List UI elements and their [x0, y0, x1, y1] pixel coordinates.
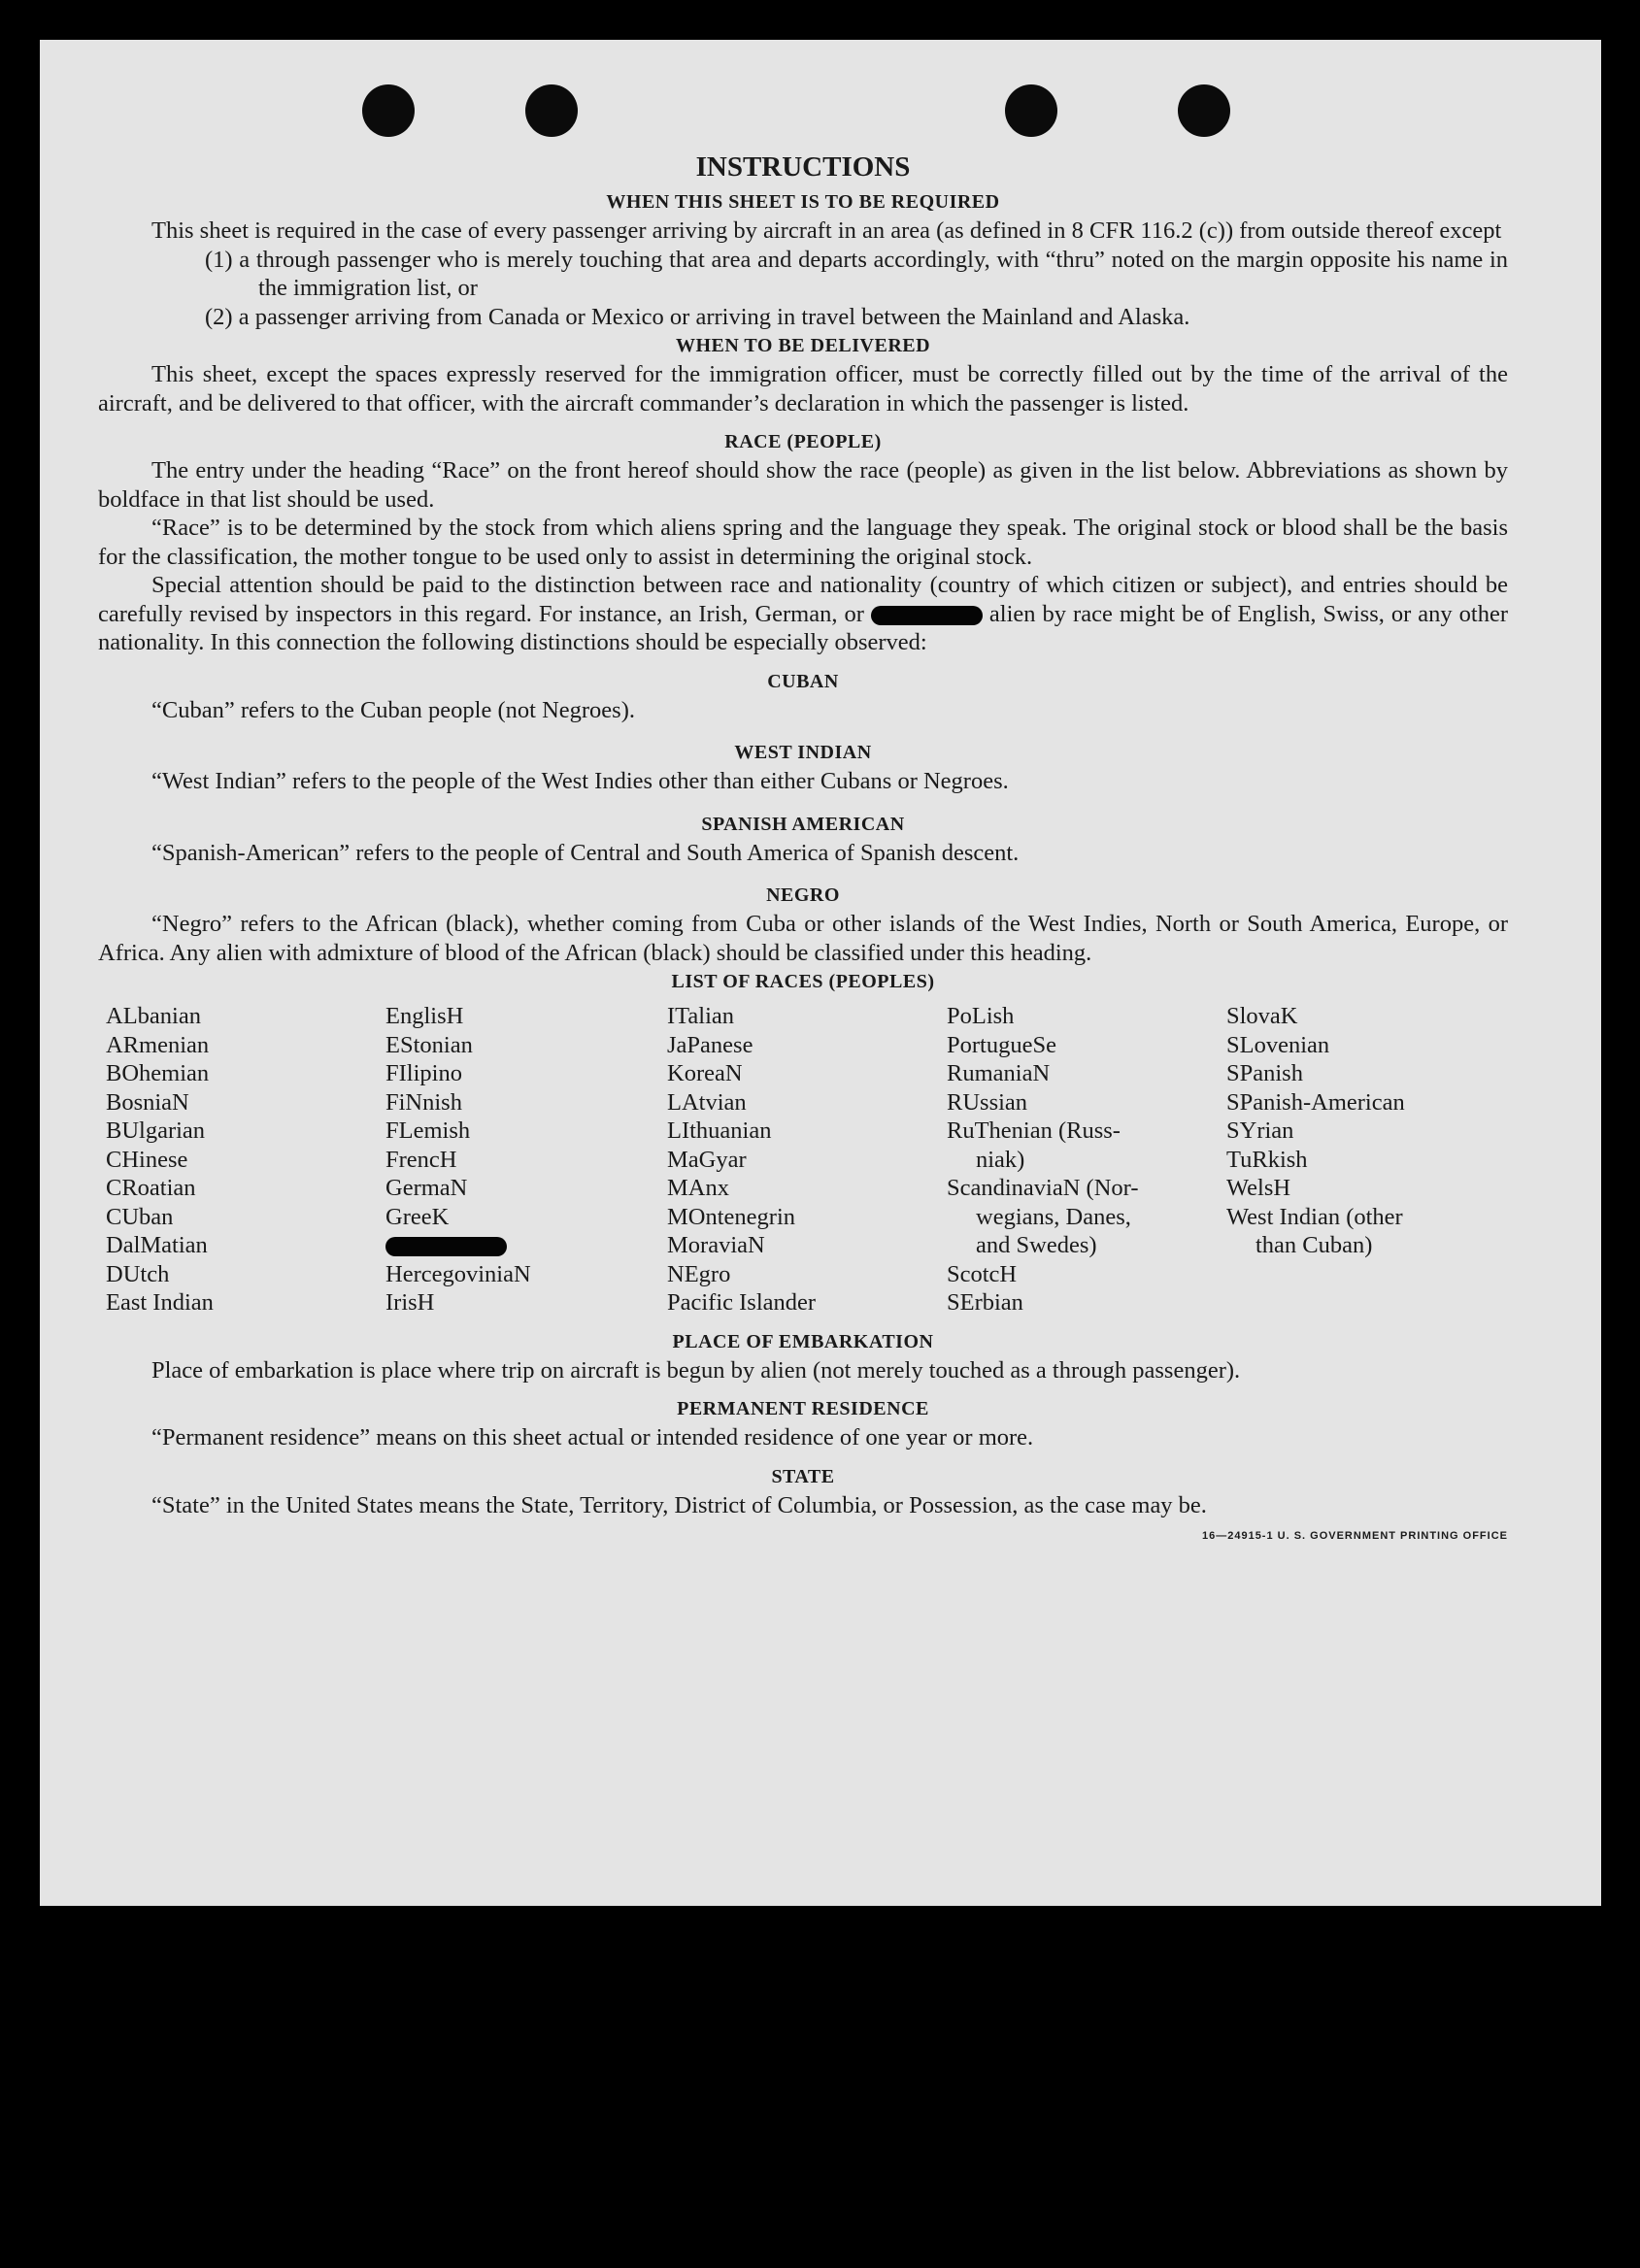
- race-item: CRoatian: [106, 1175, 196, 1201]
- race-item: MaGyar: [667, 1146, 747, 1173]
- paragraph: “State” in the United States means the State, Territory, District of Columbia, or Possession, as the case may be.: [151, 1491, 1207, 1518]
- punch-hole: [525, 84, 578, 137]
- section-heading: LIST OF RACES (PEOPLES): [671, 971, 935, 992]
- race-item: wegians, Danes,: [976, 1203, 1131, 1230]
- race-item: SPanish: [1226, 1060, 1303, 1086]
- race-item: WelsH: [1226, 1175, 1291, 1201]
- race-item: KoreaN: [667, 1060, 743, 1086]
- paragraph: “Permanent residence” means on this sheet actual or intended residence of one year or more.: [151, 1424, 1034, 1451]
- list-item: (2) a passenger arriving from Canada or Mexico or arriving in travel between the Mainland and Alaska.: [205, 303, 1190, 330]
- section-heading: PERMANENT RESIDENCE: [677, 1398, 929, 1419]
- race-item: BUlgarian: [106, 1117, 206, 1144]
- race-item: niak): [976, 1146, 1025, 1173]
- instructions-body: [98, 150, 1509, 1542]
- section-heading: NEGRO: [766, 884, 840, 906]
- race-item: EStonian: [385, 1031, 473, 1058]
- paragraph: The entry under the heading “Race” on the front hereof should show the race (people) as given in the list below. Abbreviations as shown by boldface in that list should be used.: [98, 457, 1508, 513]
- race-item: RUssian: [947, 1088, 1028, 1116]
- paragraph: “Negro” refers to the African (black), whether coming from Cuba or other islands of the West Indies, North or South America, Europe, or Africa. Any alien with admixture of blood of the African (black) should be classified under this heading.: [98, 911, 1508, 966]
- paragraph: Place of embarkation is place where trip on aircraft is begun by alien (not merely touched as a through passenger).: [151, 1356, 1241, 1384]
- paragraph: “West Indian” refers to the people of the West Indies other than either Cubans or Negroes.: [151, 768, 1009, 794]
- redaction-mark: [871, 606, 983, 625]
- race-item: ALbanian: [106, 1003, 201, 1029]
- race-item: IrisH: [385, 1289, 435, 1316]
- section-heading: STATE: [771, 1465, 835, 1487]
- section-heading: CUBAN: [767, 670, 839, 692]
- race-item: GermaN: [385, 1175, 468, 1201]
- race-item: RumaniaN: [947, 1060, 1051, 1086]
- race-item: FrencH: [385, 1146, 457, 1173]
- race-item: and Swedes): [976, 1232, 1097, 1258]
- punch-hole: [1005, 84, 1057, 137]
- race-item: CHinese: [106, 1146, 188, 1173]
- race-item: ScandinaviaN (Nor-: [947, 1175, 1139, 1201]
- redaction-mark: [385, 1237, 507, 1256]
- section-heading: WHEN THIS SHEET IS TO BE REQUIRED: [606, 191, 1000, 213]
- race-column: [667, 1002, 947, 1317]
- race-item: MAnx: [667, 1175, 729, 1201]
- punch-hole: [1178, 84, 1230, 137]
- printer-imprint: 16—24915-1 U. S. GOVERNMENT PRINTING OFFICE: [1201, 1529, 1508, 1542]
- race-item: East Indian: [106, 1289, 214, 1316]
- section-heading: WEST INDIAN: [734, 742, 872, 763]
- race-item: than Cuban): [1255, 1232, 1373, 1258]
- punch-hole: [362, 84, 415, 137]
- race-item: HercegoviniaN: [385, 1260, 531, 1287]
- paragraph-part: Special attention should be paid to the distinction between race and nationality (country of which citizen or subject), and entries should be carefully revised by inspectors in this regard. For instance, an Irish, German, or: [98, 572, 1508, 627]
- race-item: ScotcH: [947, 1260, 1018, 1287]
- race-item: DalMatian: [106, 1232, 208, 1258]
- race-item: SLovenian: [1226, 1031, 1330, 1058]
- race-item: FIlipino: [385, 1060, 462, 1086]
- race-item: NEgro: [667, 1260, 731, 1287]
- race-item: PoLish: [947, 1003, 1015, 1029]
- race-item: SYrian: [1226, 1117, 1294, 1144]
- race-item: BosniaN: [106, 1088, 189, 1116]
- race-item: LIthuanian: [667, 1117, 772, 1144]
- race-item: ARmenian: [106, 1031, 210, 1058]
- paragraph: “Cuban” refers to the Cuban people (not Negroes).: [151, 696, 635, 723]
- race-item: FiNnish: [385, 1088, 462, 1116]
- paragraph: This sheet is required in the case of every passenger arriving by aircraft in an area (as defined in 8 CFR 116.2 (c)) from outside thereof except: [151, 217, 1502, 244]
- race-item: JaPanese: [667, 1031, 753, 1058]
- page-title: INSTRUCTIONS: [695, 151, 911, 183]
- list-item: (1) a through passenger who is merely touching that area and departs accordingly, with “thru” noted on the margin opposite his name in the immigration list, or: [205, 246, 1508, 301]
- race-item: GreeK: [385, 1203, 450, 1230]
- race-column: [947, 1002, 1226, 1317]
- section-heading: PLACE OF EMBARKATION: [672, 1330, 934, 1352]
- document-page: [40, 40, 1601, 1906]
- race-item: DUtch: [106, 1260, 170, 1287]
- paragraph: This sheet, except the spaces expressly reserved for the immigration officer, must be correctly filled out by the time of the arrival of the aircraft, and be delivered to that officer, with the aircraft commander’s declaration in which the passenger is listed.: [98, 361, 1508, 417]
- section-heading: RACE (PEOPLE): [724, 431, 882, 452]
- race-item: MoraviaN: [667, 1232, 765, 1258]
- state-block: [98, 1491, 1508, 1542]
- paragraph-part: alien by race might be of English, Swiss, or any other nationality. In this connection the following distinctions should be especially observed:: [98, 600, 1509, 655]
- race-item: PortugueSe: [947, 1031, 1056, 1058]
- section-heading: SPANISH AMERICAN: [701, 813, 905, 835]
- paragraph: [98, 571, 1508, 657]
- race-item: BOhemian: [106, 1060, 210, 1086]
- paragraph: “Race” is to be determined by the stock from which aliens spring and the language they speak. The original stock or blood shall be the basis for the classification, the mother tongue to be used only to assist in determining the original stock.: [98, 515, 1508, 570]
- race-item: SPanish-American: [1226, 1088, 1405, 1116]
- race-list: [106, 1002, 1508, 1317]
- race-item: West Indian (other: [1226, 1203, 1403, 1230]
- race-item: Pacific Islander: [667, 1289, 817, 1316]
- race-item: SErbian: [947, 1289, 1023, 1316]
- race-item: MOntenegrin: [667, 1203, 795, 1230]
- race-item-redacted: [385, 1231, 667, 1260]
- race-item: LAtvian: [667, 1088, 747, 1116]
- race-item: ITalian: [667, 1003, 735, 1029]
- race-item: SlovaK: [1226, 1003, 1298, 1029]
- race-item: RuThenian (Russ-: [947, 1117, 1121, 1144]
- race-item: TuRkish: [1226, 1146, 1308, 1173]
- race-item: EnglisH: [385, 1003, 464, 1029]
- race-item: FLemish: [385, 1117, 471, 1144]
- race-column: [1226, 1002, 1469, 1317]
- section-heading: WHEN TO BE DELIVERED: [675, 335, 931, 356]
- race-column: [385, 1002, 667, 1317]
- race-item: CUban: [106, 1203, 174, 1230]
- paragraph: “Spanish-American” refers to the people of Central and South America of Spanish descent.: [151, 839, 1020, 866]
- race-column: [106, 1002, 385, 1317]
